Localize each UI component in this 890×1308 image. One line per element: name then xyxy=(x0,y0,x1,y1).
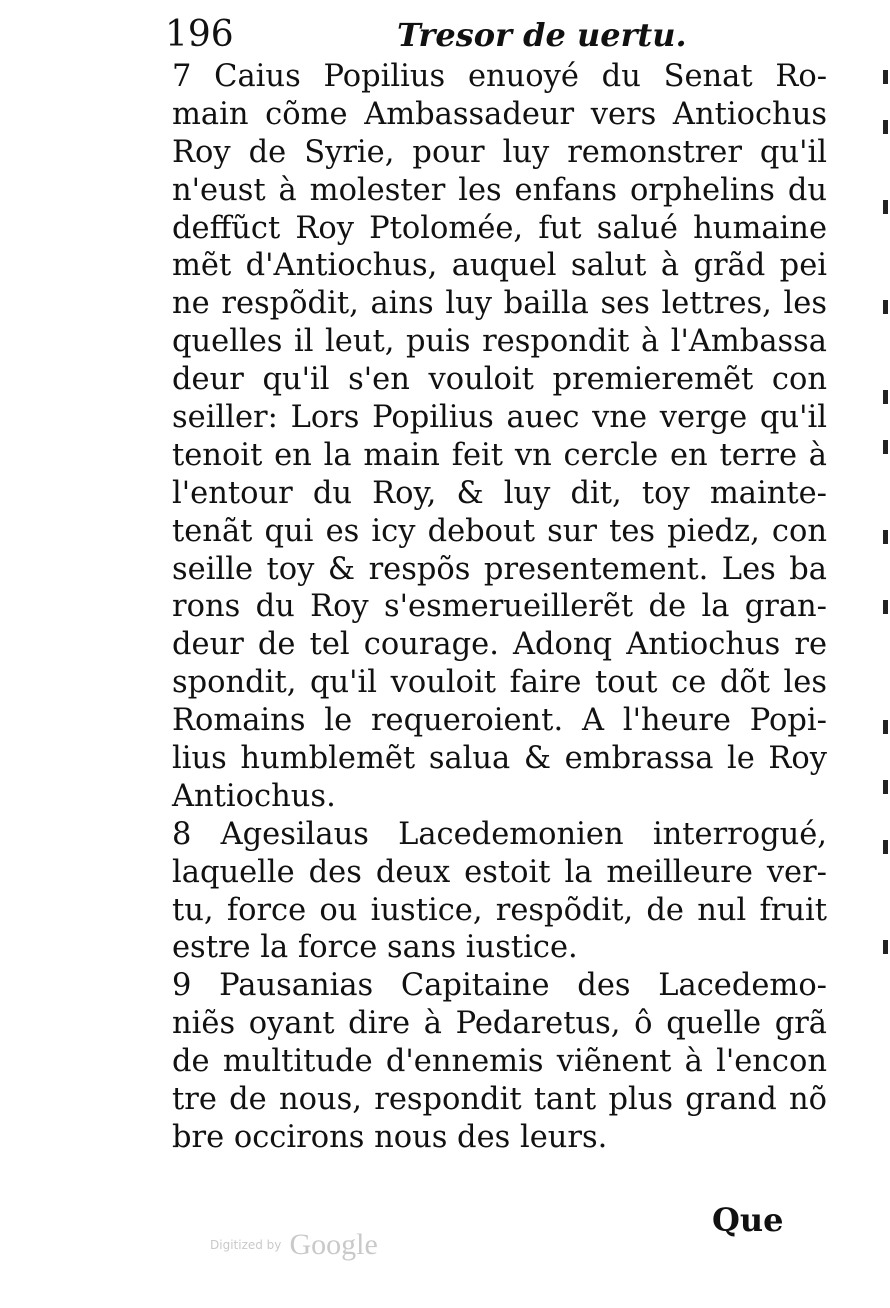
watermark-brand: Google xyxy=(289,1228,378,1261)
digitized-watermark xyxy=(210,1228,378,1268)
text-line: Romains le requeroient. A l'heure Popi- xyxy=(172,703,827,739)
text-line: 9 Pausanias Capitaine des Lacedemo- xyxy=(172,968,827,1004)
text-line: mẽt d'Antiochus, auquel salut à grãd pei xyxy=(172,248,827,284)
scan-mark xyxy=(883,200,888,214)
text-line: seiller: Lors Popilius auec vne verge qu'il xyxy=(172,400,827,436)
text-line: Roy de Syrie, pour luy remonstrer qu'il xyxy=(172,134,827,170)
scan-mark xyxy=(883,120,888,134)
scan-mark xyxy=(883,940,888,954)
text-line: deur de tel courage. Adonq Antiochus re xyxy=(172,627,827,663)
catchword: Que xyxy=(712,1201,784,1239)
text-line: lius humblemẽt salua & embrassa le Roy xyxy=(172,741,827,777)
text-line: rons du Roy s'esmerueillerẽt de la gran- xyxy=(172,589,827,625)
text-line: deur qu'il s'en vouloit premieremẽt con xyxy=(172,362,827,398)
text-line: Antiochus. xyxy=(172,778,336,814)
page-number: 196 xyxy=(165,14,234,55)
text-line: seille toy & respõs presentement. Les ba xyxy=(172,551,827,587)
running-title: Tresor de uertu. xyxy=(397,16,687,54)
text-line: main cõme Ambassadeur vers Antiochus xyxy=(172,96,827,132)
text-line: 7 Caius Popilius enuoyé du Senat Ro- xyxy=(172,59,827,94)
text-line: ne respõdit, ains luy bailla ses lettres, les xyxy=(172,286,827,322)
scan-mark xyxy=(883,300,888,314)
text-line: de multitude d'ennemis viẽnent à l'encon xyxy=(172,1044,827,1080)
text-line: niẽs oyant dire à Pedaretus, ô quelle grã xyxy=(172,1006,827,1042)
text-line: spondit, qu'il vouloit faire tout ce dõt les xyxy=(172,665,827,701)
text-block xyxy=(172,58,827,1157)
text-line: laquelle des deux estoit la meilleure ver- xyxy=(172,854,827,890)
text-line: tu, force ou iustice, respõdit, de nul fruit xyxy=(172,892,827,928)
scan-mark xyxy=(883,720,888,734)
scan-mark xyxy=(883,840,888,854)
text-line: deffũct Roy Ptolomée, fut salué humaine xyxy=(172,210,827,246)
watermark-prefix: Digitized by xyxy=(210,1238,282,1252)
scan-mark xyxy=(883,530,888,544)
running-head xyxy=(165,10,687,60)
scan-edge-marks xyxy=(878,60,890,960)
text-line: estre la force sans iustice. xyxy=(172,930,578,966)
scan-mark xyxy=(883,600,888,614)
text-line: l'entour du Roy, & luy dit, toy mainte- xyxy=(172,475,827,511)
text-line: n'eust à molester les enfans orphelins du xyxy=(172,172,827,208)
text-line: tenoit en la main feit vn cercle en terre à xyxy=(172,437,827,473)
scan-mark xyxy=(883,390,888,404)
text-line: tre de nous, respondit tant plus grand nõ xyxy=(172,1082,827,1118)
scan-mark xyxy=(883,70,888,84)
text-line: 8 Agesilaus Lacedemonien interrogué, xyxy=(172,816,827,852)
scan-mark xyxy=(883,440,888,454)
text-line: bre occirons nous des leurs. xyxy=(172,1119,608,1155)
text-line: tenãt qui es icy debout sur tes piedz, con xyxy=(172,513,827,549)
text-line: quelles il leut, puis respondit à l'Ambassa xyxy=(172,324,827,360)
scan-mark xyxy=(883,780,888,794)
